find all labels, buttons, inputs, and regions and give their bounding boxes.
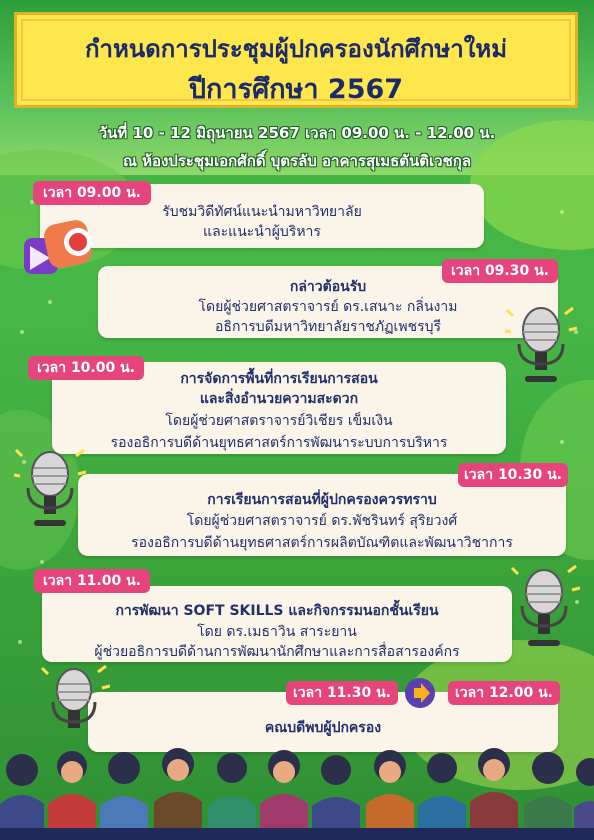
card-line: โดยผู้ช่วยศาสตราจารย์ ดร.พัชรินทร์ สุริยวงศ์ [186, 513, 458, 529]
microphone-icon [14, 446, 86, 532]
time-badge-end: เวลา 12.00 น. [448, 681, 560, 705]
card-heading: คณบดีพบผู้ปกครอง [264, 720, 382, 736]
card-line: โดยผู้ช่วยศาสตราจารย์ ดร.เสนาะ กลิ่นงาม [198, 299, 458, 315]
title-banner [14, 12, 578, 108]
card-heading: กล่าวต้อนรับ [289, 279, 367, 295]
schedule-card [42, 586, 512, 662]
card-line: ผู้ช่วยอธิการบดีด้านการพัฒนานักศึกษาและการสื่อสารองค์กร [94, 644, 460, 660]
card-heading: การจัดการพื้นที่การเรียนการสอน [180, 371, 378, 387]
time-badge: เวลา 11.00 น. [34, 569, 150, 593]
card-line: รองอธิการบดีด้านยุทธศาสตร์การพัฒนาระบบการบริหาร [110, 435, 448, 451]
microphone-icon [40, 662, 110, 742]
time-badge: เวลา 10.30 น. [458, 463, 568, 487]
arrow-right-icon [404, 677, 436, 709]
card-line: โดยผู้ช่วยศาสตราจารย์วิเชียร เข็มเงิน [165, 413, 393, 429]
time-badge: เวลา 10.00 น. [28, 356, 144, 380]
event-venue: ณ ห้องประชุมเอกศักดิ์ บุตรลับ อาคารสุเมธตันติเวชกุล [122, 152, 472, 170]
card-line: รับชมวิดีทัศน์แนะนำมหาวิทยาลัย [162, 204, 362, 220]
page-title: กำหนดการประชุมผู้ปกครองนักศึกษาใหม่ [84, 35, 508, 63]
card-heading: การพัฒนา SOFT SKILLS และกิจกรรมนอกชั้นเรียน [115, 603, 439, 619]
time-badge: เวลา 09.30 น. [442, 259, 558, 283]
card-line: รองอธิการบดีด้านยุทธศาสตร์การผลิตบัณฑิตและพัฒนาวิชาการ [131, 535, 513, 551]
time-badge: เวลา 09.00 น. [33, 181, 151, 205]
megaphone-icon [20, 216, 102, 282]
card-heading: การเรียนการสอนที่ผู้ปกครองควรทราบ [207, 492, 437, 508]
audience-illustration [0, 748, 594, 840]
card-heading: และสิ่งอำนวยความสะดวก [199, 391, 359, 407]
time-badge-start: เวลา 11.30 น. [286, 681, 398, 705]
page-subtitle-year: ปีการศึกษา 2567 [188, 74, 404, 105]
card-line: และแนะนำผู้บริหาร [203, 224, 321, 240]
microphone-icon [505, 304, 577, 388]
card-line: โดย ดร.เมธาวิน สาระยาน [197, 624, 357, 640]
microphone-icon [508, 564, 580, 654]
card-line: อธิการบดีมหาวิทยาลัยราชภัฏเพชรบุรี [215, 319, 441, 335]
event-date: วันที่ 10 - 12 มิถุนายน 2567 เวลา 09.00 น. - 12.00 น. [98, 124, 496, 142]
